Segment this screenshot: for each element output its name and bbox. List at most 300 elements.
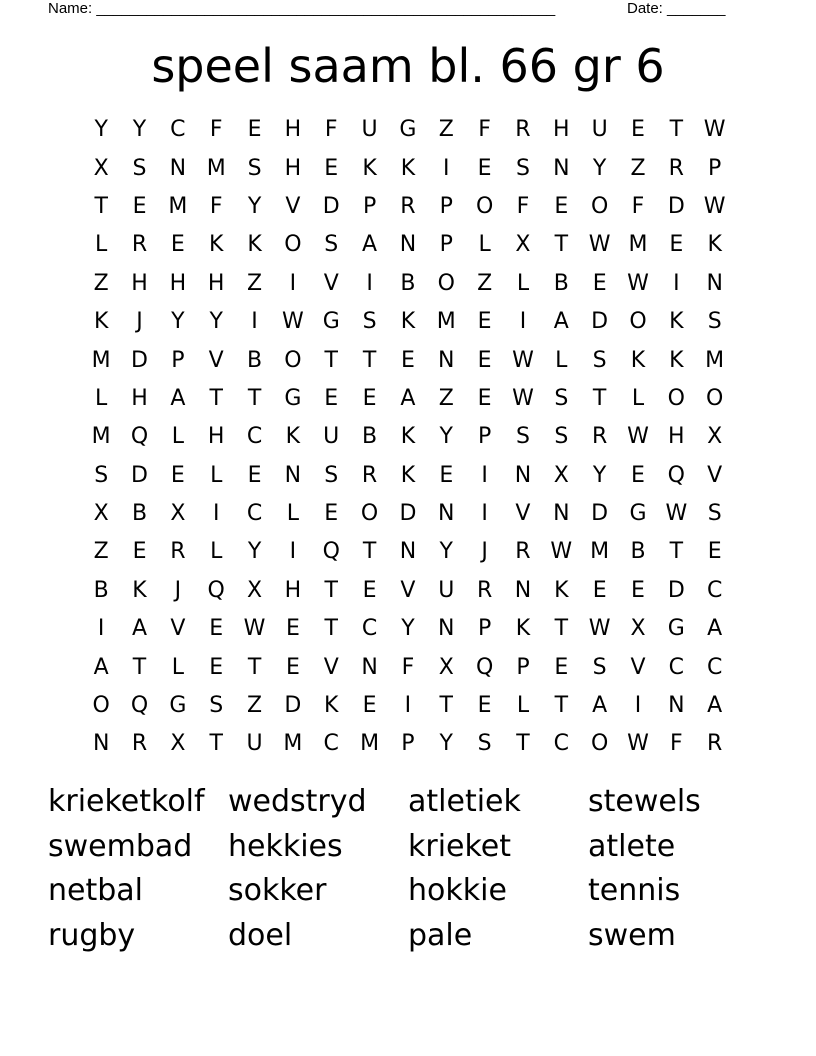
grid-letter: K (93, 309, 109, 335)
grid-letter: T (439, 693, 453, 719)
grid-letter: S (515, 155, 530, 181)
grid-letter: T (554, 232, 569, 258)
grid-letter: R (668, 155, 684, 181)
grid-letter: I (481, 501, 488, 527)
word-list-item: rugby (48, 917, 136, 953)
grid-letter: C (170, 117, 186, 143)
grid-letter: S (592, 347, 607, 373)
grid-letter: L (95, 232, 108, 258)
grid-letter: X (93, 501, 109, 527)
grid-row (82, 418, 734, 456)
grid-letter: S (132, 155, 147, 181)
grid-letter: A (131, 616, 148, 642)
grid-letter: X (438, 654, 454, 680)
grid-letter: E (247, 117, 262, 143)
grid-letter: K (400, 424, 416, 450)
grid-letter: X (170, 501, 186, 527)
grid-letter: E (170, 462, 185, 488)
grid-letter: O (590, 731, 609, 757)
grid-letter: D (322, 193, 340, 219)
word-list-item: hekkies (228, 828, 343, 864)
grid-letter: B (362, 424, 378, 450)
grid-letter: K (554, 577, 569, 603)
grid-letter: Y (132, 117, 147, 143)
grid-letter: C (323, 731, 339, 757)
grid-letter: K (400, 155, 416, 181)
grid-letter: Z (630, 155, 646, 181)
grid-letter: F (670, 731, 683, 757)
grid-letter: E (592, 270, 607, 296)
grid-letter: X (247, 577, 263, 603)
grid-letter: H (131, 385, 148, 411)
grid-letter: E (362, 385, 377, 411)
grid-letter: D (591, 501, 609, 527)
grid-letter: E (132, 193, 147, 219)
grid-letter: R (400, 193, 416, 219)
grid-letter: X (630, 616, 646, 642)
grid-letter: L (286, 501, 300, 527)
grid-row (82, 572, 734, 610)
date-field-label: Date: _______ (627, 0, 726, 17)
grid-letter: D (131, 347, 148, 373)
grid-letter: V (707, 462, 723, 488)
grid-letter: S (707, 501, 722, 527)
grid-letter: K (285, 424, 301, 450)
grid-letter: Y (592, 155, 607, 181)
grid-letter: G (322, 309, 340, 335)
grid-letter: T (516, 731, 530, 757)
grid-letter: K (400, 309, 416, 335)
grid-letter: O (667, 385, 685, 411)
grid-letter: S (554, 424, 569, 450)
grid-letter: S (362, 309, 377, 335)
grid-letter: W (243, 616, 266, 642)
grid-letter: S (324, 462, 339, 488)
grid-letter: B (630, 539, 646, 565)
grid-letter: E (592, 577, 607, 603)
grid-letter: K (362, 155, 377, 181)
grid-letter: Y (401, 616, 415, 642)
grid-letter: P (439, 193, 453, 219)
grid-letter: A (170, 385, 186, 411)
grid-letter: Z (93, 539, 109, 565)
grid-letter: E (669, 232, 684, 258)
grid-letter: P (477, 616, 492, 642)
grid-row (82, 457, 734, 495)
grid-letter: N (438, 347, 455, 373)
grid-letter: U (361, 117, 378, 143)
grid-letter: H (131, 270, 148, 296)
grid-letter: W (512, 385, 534, 411)
grid-letter: K (247, 232, 262, 258)
grid-letter: W (588, 232, 611, 258)
grid-letter: I (366, 270, 373, 296)
word-list-item: tennis (588, 873, 681, 908)
grid-letter: Y (209, 309, 223, 335)
grid-letter: K (707, 232, 722, 258)
grid-letter: L (516, 693, 530, 719)
grid-letter: Y (439, 424, 453, 450)
grid-letter: M (206, 155, 226, 181)
grid-letter: K (132, 577, 147, 603)
grid-letter: E (477, 385, 492, 411)
grid-letter: L (210, 462, 223, 488)
page-title: speel saam bl. 66 gr 6 (151, 39, 665, 93)
grid-letter: P (477, 424, 492, 450)
grid-letter: Y (592, 462, 607, 488)
grid-letter: H (284, 117, 302, 143)
grid-letter: I (212, 501, 220, 527)
grid-letter: K (324, 693, 339, 719)
grid-letter: Y (171, 309, 185, 335)
grid-letter: J (136, 309, 143, 335)
grid-letter: N (553, 501, 570, 527)
grid-letter: W (665, 501, 688, 527)
grid-letter: O (92, 693, 110, 719)
grid-letter: F (209, 117, 223, 143)
grid-letter: T (669, 539, 684, 565)
grid-letter: M (91, 347, 111, 373)
grid-letter: Q (130, 693, 149, 719)
grid-row (82, 610, 734, 648)
grid-letter: E (707, 539, 722, 565)
grid-letter: L (210, 539, 223, 565)
grid-letter: K (669, 347, 684, 373)
grid-letter: X (553, 462, 569, 488)
grid-letter: Z (438, 117, 454, 143)
grid-letter: P (516, 654, 530, 680)
grid-letter: L (555, 347, 568, 373)
grid-letter: E (477, 693, 492, 719)
grid-letter: V (208, 347, 224, 373)
grid-letter: T (669, 117, 684, 143)
grid-letter: S (209, 693, 224, 719)
grid-letter: E (324, 501, 339, 527)
grid-letter: N (92, 731, 110, 757)
grid-letter: A (362, 232, 378, 258)
grid-letter: C (246, 424, 263, 450)
grid-row (82, 341, 734, 379)
header (48, 0, 748, 20)
grid-letter: S (324, 232, 339, 258)
grid-letter: T (209, 731, 223, 757)
grid-letter: M (590, 539, 610, 565)
grid-letter: H (284, 577, 302, 603)
grid-letter: S (592, 654, 607, 680)
grid-letter: E (324, 385, 339, 411)
grid-letter: W (703, 193, 726, 219)
grid-letter: E (631, 462, 645, 488)
grid-letter: D (399, 501, 417, 527)
grid-row (82, 149, 734, 187)
grid-letter: R (361, 462, 378, 488)
grid-letter: E (209, 616, 224, 642)
grid-letter: O (284, 232, 302, 258)
word-list-item: sokker (228, 873, 327, 908)
grid-letter: E (324, 155, 339, 181)
grid-letter: S (707, 309, 722, 335)
grid-row (82, 687, 734, 725)
grid-letter: I (289, 270, 297, 296)
grid-letter: T (362, 347, 377, 373)
word-list-item: netbal (48, 873, 143, 908)
grid-letter: V (323, 654, 339, 680)
grid-letter: R (515, 539, 531, 565)
grid-letter: G (284, 385, 302, 411)
grid-letter: T (554, 616, 569, 642)
word-list-item: krieket (408, 828, 512, 864)
grid-letter: O (284, 347, 302, 373)
grid-row (82, 226, 734, 264)
grid-letter: Y (94, 117, 108, 143)
grid-letter: K (400, 462, 416, 488)
grid-letter: I (404, 693, 412, 719)
grid-letter: T (324, 577, 338, 603)
grid-letter: E (400, 347, 415, 373)
grid-row (82, 648, 734, 686)
word-list-item: krieketkolf (48, 784, 205, 819)
grid-letter: H (169, 270, 187, 296)
word-list-item: atletiek (408, 784, 521, 819)
grid-letter: M (360, 731, 380, 757)
grid-letter: T (362, 539, 377, 565)
grid-letter: B (400, 270, 416, 296)
grid-letter: X (515, 232, 531, 258)
grid-letter: L (171, 424, 184, 450)
grid-letter: U (591, 117, 608, 143)
grid-letter: N (399, 539, 417, 565)
grid-letter: I (673, 270, 680, 296)
grid-letter: O (360, 501, 379, 527)
grid-letter: I (443, 155, 450, 181)
grid-letter: S (554, 385, 569, 411)
grid-letter: D (591, 309, 609, 335)
grid-letter: G (169, 693, 187, 719)
grid-letter: F (209, 193, 223, 219)
word-list-item: swembad (48, 828, 193, 864)
grid-letter: M (436, 309, 456, 335)
grid-letter: M (705, 347, 725, 373)
grid-letter: D (667, 193, 685, 219)
grid-letter: Z (438, 385, 454, 411)
grid-letter: K (630, 347, 646, 373)
grid-letter: H (207, 424, 225, 450)
grid-letter: P (171, 347, 185, 373)
grid-letter: L (171, 654, 184, 680)
grid-letter: D (131, 462, 148, 488)
word-list-item: wedstryd (228, 784, 367, 819)
grid-letter: A (707, 693, 723, 719)
grid-letter: U (323, 424, 340, 450)
grid-letter: C (553, 731, 569, 757)
grid-row (82, 303, 734, 341)
grid-letter: H (207, 270, 225, 296)
grid-letter: B (93, 577, 109, 603)
grid-letter: N (361, 654, 378, 680)
grid-letter: C (361, 616, 378, 642)
grid-letter: G (667, 616, 685, 642)
grid-row (82, 111, 734, 149)
grid-letter: R (476, 577, 493, 603)
grid-letter: V (400, 577, 416, 603)
grid-letter: S (477, 731, 492, 757)
grid-letter: F (324, 117, 338, 143)
grid-letter: E (247, 462, 262, 488)
grid-letter: F (401, 654, 415, 680)
grid-letter: I (289, 539, 297, 565)
grid-letter: S (247, 155, 262, 181)
grid-letter: M (168, 193, 188, 219)
grid-letter: I (634, 693, 642, 719)
grid-letter: M (91, 424, 111, 450)
grid-row (82, 533, 734, 571)
grid-letter: T (324, 616, 338, 642)
grid-letter: N (514, 462, 532, 488)
grid-letter: S (94, 462, 109, 488)
grid-letter: O (629, 309, 647, 335)
grid-letter: A (400, 385, 416, 411)
grid-letter: R (170, 539, 186, 565)
grid-letter: E (477, 155, 492, 181)
grid-letter: R (131, 232, 148, 258)
word-list-item: pale (408, 917, 473, 953)
grid-letter: A (707, 616, 723, 642)
grid-letter: Y (439, 731, 453, 757)
grid-letter: R (707, 731, 723, 757)
grid-letter: L (95, 385, 108, 411)
grid-letter: I (481, 462, 488, 488)
grid-letter: N (438, 616, 455, 642)
grid-letter: X (170, 731, 186, 757)
grid-letter: E (362, 577, 377, 603)
grid-letter: K (515, 616, 531, 642)
grid-letter: E (209, 654, 224, 680)
grid-letter: W (627, 424, 649, 450)
grid-letter: M (628, 232, 648, 258)
grid-letter: W (627, 731, 649, 757)
grid-letter: W (703, 117, 726, 143)
grid-letter: E (631, 577, 645, 603)
word-list-item: swem (588, 917, 676, 953)
grid-letter: Y (439, 539, 453, 565)
grid-letter: V (630, 654, 646, 680)
grid-letter: B (553, 270, 569, 296)
grid-letter: N (668, 693, 685, 719)
grid-letter: F (631, 193, 645, 219)
grid-letter: U (246, 731, 263, 757)
grid-letter: E (285, 616, 300, 642)
grid-letter: H (284, 155, 302, 181)
word-list-item: atlete (588, 828, 676, 864)
grid-letter: N (553, 155, 570, 181)
grid-letter: V (323, 270, 339, 296)
grid-letter: N (514, 577, 532, 603)
grid-letter: T (554, 693, 569, 719)
grid-letter: P (362, 193, 377, 219)
grid-letter: W (282, 309, 304, 335)
grid-letter: E (439, 462, 454, 488)
grid-letter: O (437, 270, 455, 296)
grid-letter: A (592, 693, 608, 719)
grid-letter: R (131, 731, 148, 757)
grid-letter: L (631, 385, 645, 411)
grid-letter: T (247, 654, 262, 680)
grid-letter: V (170, 616, 186, 642)
grid-letter: E (477, 309, 492, 335)
grid-letter: G (629, 501, 647, 527)
grid-letter: N (438, 501, 455, 527)
grid-letter: E (285, 654, 300, 680)
grid-letter: C (706, 654, 723, 680)
grid-letter: A (93, 654, 109, 680)
grid-letter: Q (207, 577, 225, 603)
word-list-item: hokkie (408, 873, 507, 908)
grid-letter: H (553, 117, 570, 143)
grid-letter: N (169, 155, 187, 181)
grid-letter: R (515, 117, 531, 143)
word-list-item: stewels (588, 784, 701, 819)
grid-letter: N (284, 462, 302, 488)
word-list-item: doel (228, 917, 293, 953)
grid-letter: D (667, 577, 685, 603)
word-list (48, 780, 768, 958)
grid-letter: D (284, 693, 302, 719)
grid-letter: Q (475, 654, 494, 680)
grid-letter: Z (477, 270, 493, 296)
grid-letter: T (324, 347, 338, 373)
grid-letter: Q (130, 424, 149, 450)
grid-letter: J (174, 577, 182, 603)
grid-letter: T (247, 385, 262, 411)
grid-letter: G (399, 117, 417, 143)
grid-row (82, 725, 734, 763)
grid-letter: Z (247, 270, 263, 296)
grid-letter: Z (93, 270, 109, 296)
grid-letter: B (247, 347, 263, 373)
grid-letter: T (209, 385, 223, 411)
grid-letter: P (401, 731, 415, 757)
grid-letter: I (97, 616, 105, 642)
name-field-label: Name: _______________________________________________________ (48, 0, 556, 17)
grid-row (82, 380, 734, 418)
grid-letter: K (208, 232, 224, 258)
grid-letter: E (554, 193, 569, 219)
grid-letter: V (285, 193, 301, 219)
grid-letter: V (515, 501, 531, 527)
grid-letter: W (588, 616, 611, 642)
grid-letter: B (131, 501, 148, 527)
grid-letter: C (246, 501, 263, 527)
grid-letter: L (478, 232, 491, 258)
grid-letter: F (478, 117, 491, 143)
grid-letter: E (477, 347, 492, 373)
grid-letter: N (399, 232, 417, 258)
grid-letter: L (516, 270, 530, 296)
grid-row (82, 188, 734, 226)
grid-letter: M (283, 731, 303, 757)
letter-grid (82, 111, 734, 764)
grid-letter: E (554, 654, 569, 680)
grid-letter: T (592, 385, 607, 411)
grid-letter: C (706, 577, 723, 603)
grid-letter: Q (667, 462, 685, 488)
grid-letter: E (631, 117, 645, 143)
grid-letter: E (362, 693, 377, 719)
grid-letter: Z (247, 693, 263, 719)
grid-letter: O (475, 193, 494, 219)
grid-letter: P (439, 232, 453, 258)
grid-letter: O (590, 193, 609, 219)
